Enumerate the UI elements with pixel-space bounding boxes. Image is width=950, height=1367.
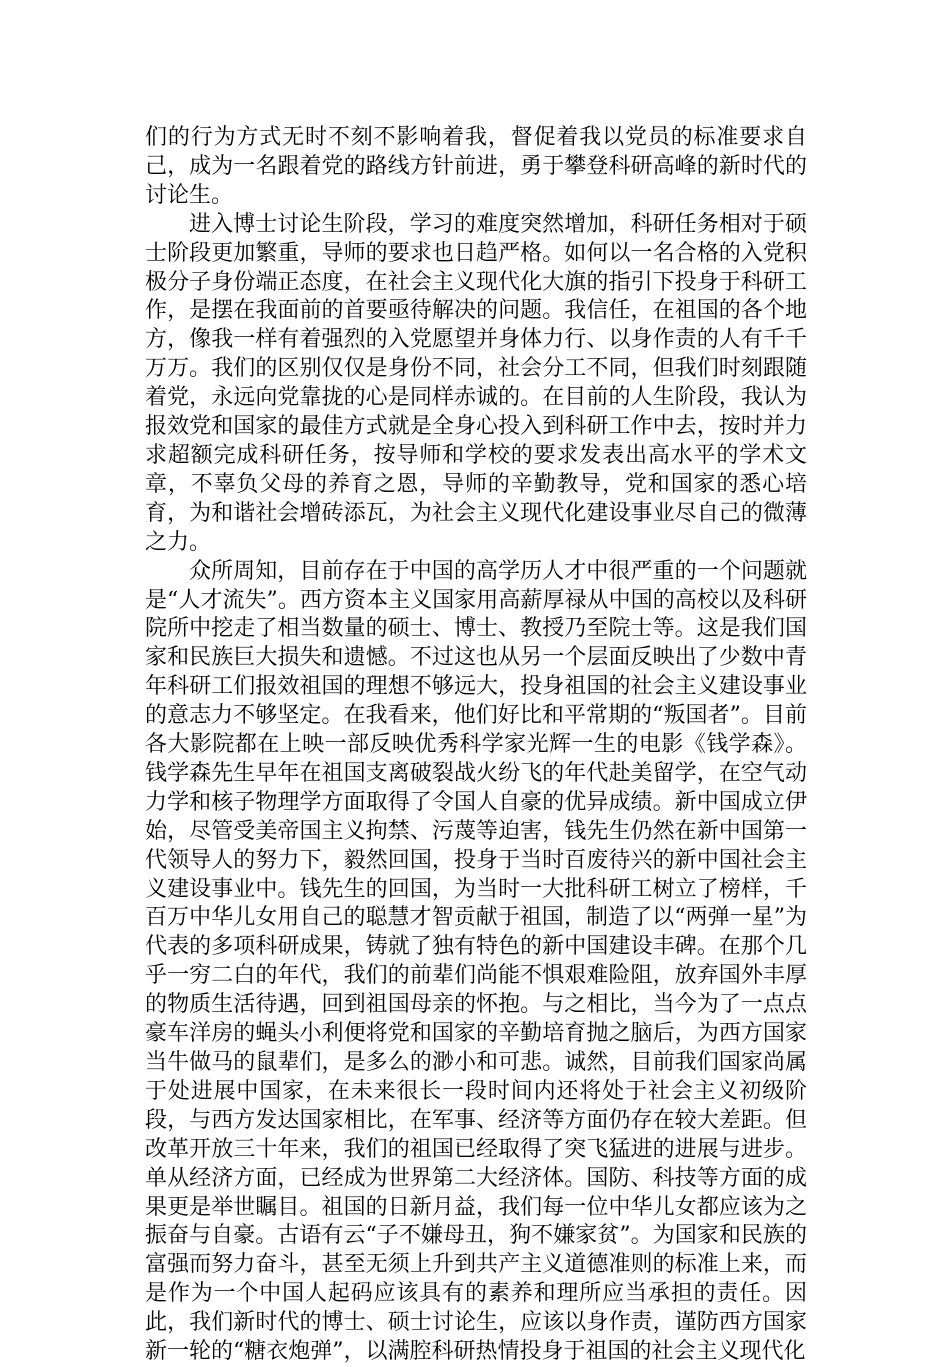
paragraph-phd-study: 进入博士讨论生阶段，学习的难度突然增加，科研任务相对于硕士阶段更加繁重，导师的要求也日趋严格。如何以一名合格的入党积极分子身份端正态度，在社会主义现代化大旗的指引下投身于科研工作，是摆在我面前的首要亟待解决的问题。我信任，在祖国的各个地方，像我一样有着强烈的入党愿望并身体力行、以身作责的人有千千万万。我们的区别仅仅是身份不同，社会分工不同，但我们时刻跟随着党，永远向党靠拢的心是同样赤诚的。在目前的人生阶段，我认为报效党和国家的最佳方式就是全身心投入到科研工作中去，按时并力求超额完成科研任务，按导师和学校的要求发表出高水平的学术文章，不辜负父母的养育之恩，导师的辛勤教导，党和国家的悉心培育，为和谐社会增砖添瓦，为社会主义现代化建设事业尽自己的微薄之力。 bbox=[145, 211, 807, 555]
paragraph-continuation: 们的行为方式无时不刻不影响着我，督促着我以党员的标准要求自己，成为一名跟着党的路线方针前进，勇于攀登科研高峰的新时代的讨论生。 bbox=[145, 125, 807, 208]
body-text bbox=[145, 124, 807, 1367]
paragraph-talent-loss: 众所周知，目前存在于中国的高学历人才中很严重的一个问题就是“人才流失”。西方资本主义国家用高薪厚禄从中国的高校以及科研院所中挖走了相当数量的硕士、博士、教授乃至院士等。这是我们国家和民族巨大损失和遗憾。不过这也从另一个层面反映出了少数中青年科研工们报效祖国的理想不够远大，投身祖国的社会主义建设事业的意志力不够坚定。在我看来，他们好比和平常期的“叛国者”。目前各大影院都在上映一部反映优秀科学家光辉一生的电影《钱学森》。钱学森先生早年在祖国支离破裂战火纷飞的年代赴美留学，在空气动力学和核子物理学方面取得了令国人自豪的优异成绩。新中国成立伊始，尽管受美帝国主义拘禁、污蔑等迫害，钱先生仍然在新中国第一代领导人的努力下，毅然回国，投身于当时百废待兴的新中国社会主义建设事业中。钱先生的回国，为当时一大批科研工树立了榜样，千百万中华儿女用自己的聪慧才智贡献于祖国，制造了以“两弹一星”为代表的多项科研成果，铸就了独有特色的新中国建设丰碑。在那个几乎一穷二白的年代，我们的前辈们尚能不惧艰难险阻，放弃国外丰厚的物质生活待遇，回到祖国母亲的怀抱。与之相比，当今为了一点点豪车洋房的蝇头小利便将党和国家的辛勤培育抛之脑后，为西方国家当牛做马的鼠辈们，是多么的渺小和可悲。诚然，目前我们国家尚属于处进展中国家，在未来很长一段时间内还将处于社会主义初级阶段，与西方发达国家相比，在军事、经济等方面仍存在较大差距。但改革开放三十年来，我们的祖国已经取得了突飞猛进的进展与进步。单从经济方面，已经成为世界第二大经济体。国防、科技等方面的成果更是举世瞩目。祖国的日新月益，我们每一位中华儿女都应该为之振奋与自豪。古语有云“子不嫌母丑，狗不嫌家贫”。为国家和民族的富强而努力奋斗，甚至无须上升到共产主义道德准则的标准上来，而是作为一个中国人起码应该具有的素养和理所应当承担的责任。因此，我们新时代的博士、硕士讨论生，应该以身作责，谨防西方国家新一轮的“糖衣炮弹”，以满腔科研热情投身于祖国的社会主义现代化 bbox=[145, 558, 807, 1365]
